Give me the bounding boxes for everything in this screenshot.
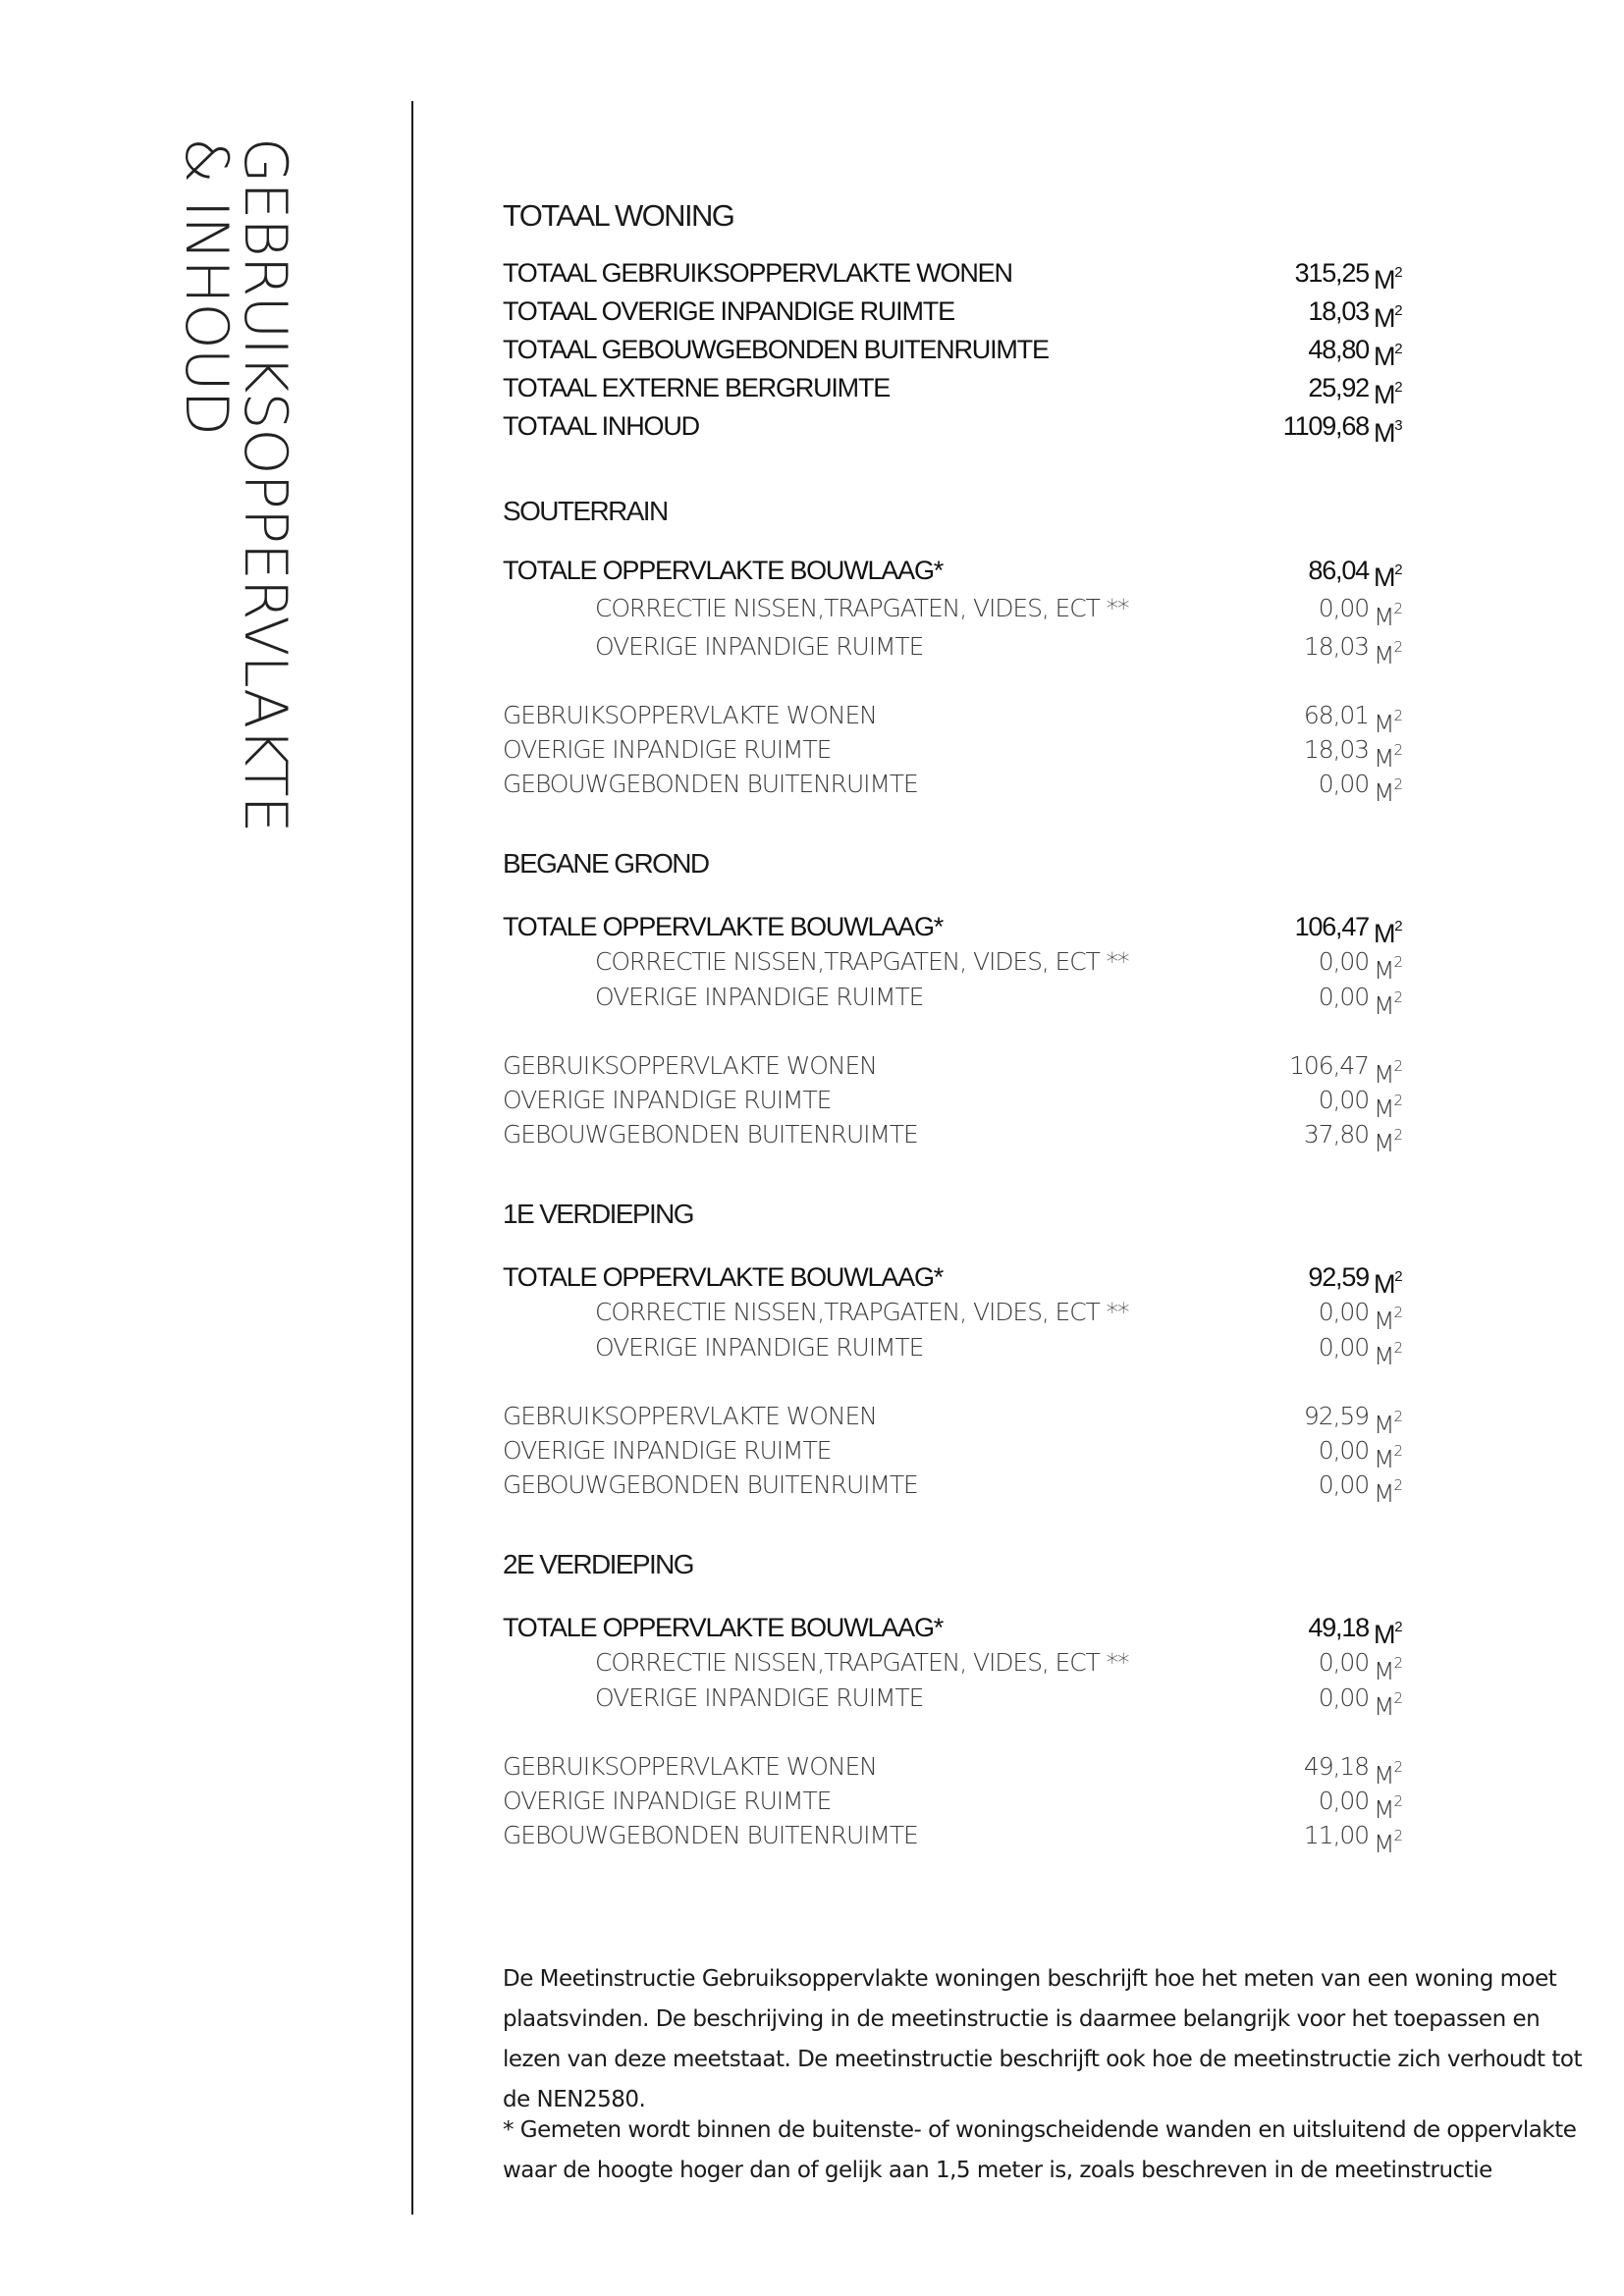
- overige-row: [503, 1784, 1485, 1824]
- unit-exponent: 2: [1393, 1057, 1402, 1075]
- unit-exponent: 2: [1394, 379, 1402, 396]
- row-label: CORRECTIE NISSEN,TRAPGATEN, VIDES, ECT **: [595, 594, 1129, 622]
- unit-exponent: 2: [1394, 302, 1402, 319]
- row-label: TOTAAL EXTERNE BERGRUIMTE: [503, 373, 891, 402]
- side-title-line1: GEBRUIKSOPPERVLAKTE: [231, 137, 299, 832]
- unit-letter: M: [1374, 265, 1395, 294]
- unit-exponent: 2: [1393, 1654, 1402, 1672]
- row-unit: [1374, 408, 1401, 451]
- buitenruimte-row: [503, 1468, 1485, 1508]
- unit-letter: M: [1374, 1307, 1394, 1335]
- row-value: 0,00: [1318, 594, 1369, 622]
- buitenruimte-row: [503, 767, 1485, 807]
- unit-letter: M: [1374, 1830, 1394, 1858]
- vertical-divider: [411, 101, 413, 2215]
- unit-letter: M: [1374, 1795, 1394, 1824]
- row-label: GEBRUIKSOPPERVLAKTE WONEN: [503, 1752, 877, 1781]
- unit-exponent: 2: [1394, 561, 1402, 578]
- row-label: GEBOUWGEBONDEN BUITENRUIMTE: [503, 1120, 918, 1148]
- row-label: TOTAAL INHOUD: [503, 411, 699, 441]
- unit-exponent: 2: [1393, 1126, 1402, 1144]
- row-label: GEBOUWGEBONDEN BUITENRUIMTE: [503, 770, 918, 798]
- row-value: 315,25: [1294, 258, 1369, 288]
- floor-section: [503, 844, 1485, 1157]
- buitenruimte-row: [503, 1117, 1485, 1157]
- row-value: 0,00: [1318, 1086, 1369, 1114]
- unit-letter: M: [1374, 919, 1395, 948]
- row-label: OVERIGE INPANDIGE RUIMTE: [595, 632, 924, 661]
- correctie-row: [503, 944, 1485, 985]
- buitenruimte-row: [503, 1818, 1485, 1858]
- floor-heading: 2E VERDIEPING: [503, 1549, 693, 1579]
- unit-letter: M: [1374, 991, 1394, 1020]
- floor-heading: SOUTERRAIN: [503, 496, 668, 526]
- row-value: 0,00: [1318, 947, 1369, 976]
- unit-letter: M: [1374, 710, 1394, 738]
- row-label: TOTALE OPPERVLAKTE BOUWLAAG*: [503, 1262, 944, 1292]
- floor-section: [503, 1195, 1485, 1508]
- floor-section: [503, 492, 1485, 807]
- row-value: 0,00: [1318, 1298, 1369, 1326]
- row-value: 0,00: [1318, 770, 1369, 798]
- unit-letter: M: [1374, 380, 1395, 409]
- row-label: TOTAAL GEBOUWGEBONDEN BUITENRUIMTE: [503, 335, 1049, 364]
- row-value: 0,00: [1318, 1333, 1369, 1362]
- gebruiksoppervlakte-row: [503, 1399, 1485, 1439]
- overige-sub-row: [503, 1330, 1485, 1370]
- unit-exponent: 2: [1394, 1619, 1402, 1635]
- row-unit: [1374, 767, 1402, 811]
- footnote: * Gemeten wordt binnen de buitenste- of woningscheidende wanden en uitsluitend de oppervlakte waar de hoogte hoger dan of gelijk aan 1,5 meter is, zoals beschreven in de meetinstructie: [503, 2117, 1577, 2183]
- row-unit: [1374, 553, 1401, 595]
- row-unit: [1374, 1681, 1402, 1725]
- unit-letter: M: [1374, 641, 1394, 669]
- row-label: OVERIGE INPANDIGE RUIMTE: [595, 1683, 924, 1712]
- floor-heading: 1E VERDIEPING: [503, 1199, 693, 1229]
- unit-letter: M: [1374, 1657, 1394, 1685]
- totaal-row: [503, 294, 1485, 332]
- row-value: 48,80: [1308, 335, 1369, 364]
- floor-section: [503, 1545, 1485, 1858]
- overige-row: [503, 1083, 1485, 1123]
- row-label: CORRECTIE NISSEN,TRAPGATEN, VIDES, ECT **: [595, 947, 1129, 976]
- row-value: 18,03: [1303, 735, 1369, 764]
- row-value: 0,00: [1318, 983, 1369, 1011]
- unit-letter: M: [1374, 744, 1394, 773]
- row-unit: [1374, 294, 1401, 336]
- unit-exponent: 2: [1393, 953, 1402, 971]
- overige-row: [503, 732, 1485, 773]
- correctie-row: [503, 591, 1485, 629]
- unit-letter: M: [1374, 956, 1394, 985]
- row-label: TOTAAL OVERIGE INPANDIGE RUIMTE: [503, 296, 954, 326]
- totaal-row: [503, 408, 1485, 447]
- row-label: OVERIGE INPANDIGE RUIMTE: [503, 1436, 832, 1465]
- unit-exponent: 2: [1393, 1339, 1402, 1357]
- unit-letter: M: [1374, 1129, 1394, 1157]
- row-unit: [1374, 629, 1402, 673]
- row-label: CORRECTIE NISSEN,TRAPGATEN, VIDES, ECT **: [595, 1298, 1129, 1326]
- row-value: 92,59: [1303, 1402, 1369, 1430]
- row-label: TOTAAL GEBRUIKSOPPERVLAKTE WONEN: [503, 258, 1012, 288]
- unit-letter: M: [1374, 1411, 1394, 1439]
- unit-exponent: 2: [1393, 1827, 1402, 1844]
- row-label: OVERIGE INPANDIGE RUIMTE: [595, 1333, 924, 1362]
- unit-exponent: 2: [1393, 1792, 1402, 1810]
- unit-exponent: 2: [1394, 264, 1402, 281]
- unit-letter: M: [1374, 342, 1395, 371]
- unit-exponent: 2: [1393, 1408, 1402, 1425]
- unit-exponent: 2: [1393, 600, 1402, 617]
- overige-sub-row: [503, 629, 1485, 669]
- row-label: OVERIGE INPANDIGE RUIMTE: [503, 1086, 832, 1114]
- row-label: GEBRUIKSOPPERVLAKTE WONEN: [503, 701, 877, 729]
- row-label: CORRECTIE NISSEN,TRAPGATEN, VIDES, ECT **: [595, 1648, 1129, 1677]
- row-label: GEBRUIKSOPPERVLAKTE WONEN: [503, 1051, 877, 1080]
- row-value: 92,59: [1308, 1262, 1369, 1292]
- row-value: 68,01: [1303, 701, 1369, 729]
- row-label: TOTALE OPPERVLAKTE BOUWLAAG*: [503, 556, 944, 585]
- row-label: TOTALE OPPERVLAKTE BOUWLAAG*: [503, 912, 944, 941]
- row-value: 18,03: [1303, 632, 1369, 661]
- row-value: 0,00: [1318, 1683, 1369, 1712]
- unit-letter: M: [1374, 1761, 1394, 1789]
- row-unit: [1374, 980, 1402, 1024]
- gebruiksoppervlakte-row: [503, 1749, 1485, 1789]
- row-value: 25,92: [1308, 373, 1369, 402]
- row-value: 11,00: [1303, 1821, 1369, 1849]
- row-label: OVERIGE INPANDIGE RUIMTE: [595, 983, 924, 1011]
- side-title-line2: & INHOUD: [172, 137, 241, 435]
- row-label: TOTALE OPPERVLAKTE BOUWLAAG*: [503, 1613, 944, 1642]
- measurement-table: [503, 196, 1485, 1858]
- unit-exponent: 2: [1394, 918, 1402, 934]
- unit-letter: M: [1374, 1445, 1394, 1473]
- row-label: OVERIGE INPANDIGE RUIMTE: [503, 1787, 832, 1815]
- unit-exponent: 2: [1393, 707, 1402, 724]
- unit-letter: M: [1374, 1620, 1395, 1649]
- row-unit: [1374, 255, 1401, 297]
- unit-exponent: 2: [1393, 638, 1402, 656]
- row-unit: [1374, 1117, 1402, 1161]
- row-unit: [1374, 1330, 1402, 1374]
- row-value: 0,00: [1318, 1436, 1369, 1465]
- gebruiksoppervlakte-row: [503, 1048, 1485, 1089]
- unit-letter: M: [1374, 1060, 1394, 1089]
- instruction-paragraph: De Meetinstructie Gebruiksoppervlakte woningen beschrijft hoe het meten van een woning moet plaatsvinden. De beschrijving in de meetinstructie is daarmee belangrijk voor het toepassen en lezen van deze meetstaat. De meetinstructie beschrijft ook hoe de meetinstructie zich verhoudt tot de NEN2580.: [503, 1966, 1582, 2112]
- unit-exponent: 2: [1393, 1304, 1402, 1321]
- row-value: 18,03: [1308, 296, 1369, 326]
- unit-exponent: 2: [1393, 1758, 1402, 1776]
- overige-sub-row: [503, 1681, 1485, 1721]
- row-value: 37,80: [1303, 1120, 1369, 1148]
- floor-sections: [503, 492, 1485, 1858]
- unit-letter: M: [1374, 1095, 1394, 1123]
- row-unit: [1374, 370, 1401, 412]
- unit-exponent: 2: [1393, 775, 1402, 793]
- row-value: 49,18: [1308, 1613, 1369, 1642]
- unit-exponent: 2: [1393, 988, 1402, 1006]
- totaal-row: [503, 370, 1485, 408]
- row-value: 86,04: [1308, 556, 1369, 585]
- row-label: OVERIGE INPANDIGE RUIMTE: [503, 735, 832, 764]
- row-unit: [1374, 1818, 1402, 1862]
- page-side-title: [98, 137, 299, 1060]
- unit-letter: M: [1374, 603, 1394, 631]
- unit-exponent: 2: [1394, 341, 1402, 357]
- unit-letter: M: [1374, 1479, 1394, 1508]
- unit-letter: M: [1374, 303, 1395, 333]
- floor-heading: BEGANE GROND: [503, 848, 709, 879]
- unit-exponent: 2: [1393, 1092, 1402, 1109]
- correctie-row: [503, 1295, 1485, 1335]
- section-heading-totaal: TOTAAL WONING: [503, 198, 734, 233]
- row-value: 106,47: [1294, 912, 1369, 941]
- totale-oppervlakte-row: [503, 553, 1485, 591]
- row-value: 49,18: [1303, 1752, 1369, 1781]
- totaal-row: [503, 332, 1485, 370]
- row-unit: [1374, 332, 1401, 374]
- row-value: 0,00: [1318, 1648, 1369, 1677]
- row-label: GEBOUWGEBONDEN BUITENRUIMTE: [503, 1470, 918, 1499]
- unit-exponent: 2: [1393, 1442, 1402, 1460]
- unit-letter: M: [1374, 418, 1395, 448]
- unit-exponent: 2: [1393, 741, 1402, 759]
- row-value: 0,00: [1318, 1470, 1369, 1499]
- row-value: 106,47: [1289, 1051, 1369, 1080]
- unit-exponent: 3: [1394, 417, 1402, 434]
- unit-letter: M: [1374, 778, 1394, 807]
- unit-letter: M: [1374, 1269, 1395, 1299]
- totale-oppervlakte-row: [503, 1259, 1485, 1299]
- unit-letter: M: [1374, 562, 1395, 592]
- totaal-row: [503, 255, 1485, 294]
- unit-letter: M: [1374, 1342, 1394, 1370]
- row-label: GEBRUIKSOPPERVLAKTE WONEN: [503, 1402, 877, 1430]
- unit-exponent: 2: [1393, 1689, 1402, 1707]
- totaal-rows: [503, 255, 1485, 447]
- unit-exponent: 2: [1393, 1476, 1402, 1494]
- gebruiksoppervlakte-row: [503, 698, 1485, 738]
- row-unit: [1374, 1468, 1402, 1512]
- correctie-row: [503, 1645, 1485, 1685]
- row-value: 1109,68: [1282, 411, 1369, 441]
- row-value: 0,00: [1318, 1787, 1369, 1815]
- row-label: GEBOUWGEBONDEN BUITENRUIMTE: [503, 1821, 918, 1849]
- unit-letter: M: [1374, 1692, 1394, 1721]
- overige-sub-row: [503, 980, 1485, 1020]
- totale-oppervlakte-row: [503, 1610, 1485, 1649]
- totale-oppervlakte-row: [503, 909, 1485, 948]
- unit-exponent: 2: [1394, 1268, 1402, 1285]
- overige-row: [503, 1433, 1485, 1473]
